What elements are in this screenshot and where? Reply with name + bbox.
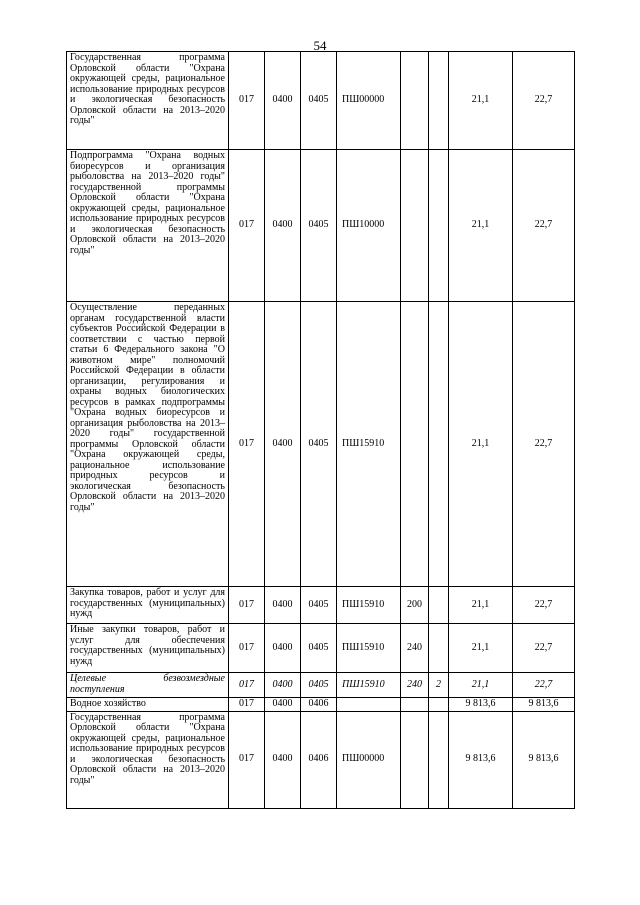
cell-sum-2: 22,7 [513, 52, 575, 150]
cell-section: 0400 [265, 711, 301, 808]
row-name: Целевые безвозмездные поступления [67, 673, 229, 698]
cell-target-article: ПШ00000 [337, 711, 401, 808]
table-row [67, 587, 575, 624]
cell-sum-1: 21,1 [449, 150, 513, 302]
cell-expense-type [401, 711, 429, 808]
table-row [67, 52, 575, 150]
table-row [67, 673, 575, 698]
row-name: Государственная программа Орловской области "Охрана окружающей среды, рациональное использование природных ресурсов и экологическая безопасность Орловской области на 2013–2020 годы" [67, 711, 229, 808]
cell-grbs: 017 [229, 698, 265, 712]
cell-sum-2: 9 813,6 [513, 711, 575, 808]
cell-subsection: 0405 [301, 587, 337, 624]
row-name: Подпрограмма "Охрана водных биоресурсов и организация рыболовства на 2013–2020 годы" государственной программы Орловской области "Охрана окружающей среды, рациональное использование природных ресурсов и экологическая безопасность Орловской области на 2013–2020 годы" [67, 150, 229, 302]
cell-grbs: 017 [229, 624, 265, 673]
cell-expense-type [401, 52, 429, 150]
cell-extra [429, 52, 449, 150]
cell-target-article: ПШ15910 [337, 587, 401, 624]
cell-extra [429, 150, 449, 302]
cell-extra [429, 698, 449, 712]
budget-table [66, 51, 575, 809]
cell-subsection: 0405 [301, 150, 337, 302]
cell-section: 0400 [265, 624, 301, 673]
page-number: 54 [313, 38, 327, 53]
cell-sum-1: 21,1 [449, 624, 513, 673]
cell-sum-1: 9 813,6 [449, 711, 513, 808]
cell-target-article: ПШ15910 [337, 302, 401, 587]
cell-subsection: 0405 [301, 673, 337, 698]
table-row [67, 150, 575, 302]
cell-sum-1: 9 813,6 [449, 698, 513, 712]
cell-sum-2: 22,7 [513, 673, 575, 698]
cell-expense-type: 200 [401, 587, 429, 624]
cell-extra: 2 [429, 673, 449, 698]
cell-section: 0400 [265, 150, 301, 302]
cell-expense-type: 240 [401, 673, 429, 698]
cell-subsection: 0406 [301, 711, 337, 808]
cell-sum-2: 22,7 [513, 587, 575, 624]
cell-subsection: 0405 [301, 624, 337, 673]
table-row [67, 711, 575, 808]
cell-subsection: 0406 [301, 698, 337, 712]
table-row [67, 302, 575, 587]
cell-section: 0400 [265, 698, 301, 712]
cell-target-article [337, 698, 401, 712]
cell-subsection: 0405 [301, 302, 337, 587]
cell-section: 0400 [265, 673, 301, 698]
cell-target-article: ПШ10000 [337, 150, 401, 302]
cell-subsection: 0405 [301, 52, 337, 150]
cell-grbs: 017 [229, 52, 265, 150]
cell-expense-type [401, 150, 429, 302]
cell-expense-type: 240 [401, 624, 429, 673]
cell-target-article: ПШ15910 [337, 624, 401, 673]
row-name: Осуществление переданных органам государственной власти субъектов Российской Федерации в соответствии с частью первой статьи 6 Федерального закона "О животном мире" полномочий Российской Федерации в области организации, регулирования и охраны водных биологических ресурсов в рамках подпрограммы "Охрана водных биоресурсов и организация рыболовства на 2013–2020 годы" государственной программы Орловской области "Охрана окружающей среды, рациональное использование природных ресурсов и экологическая безопасность Орловской области на 2013–2020 годы" [67, 302, 229, 587]
cell-sum-2: 22,7 [513, 150, 575, 302]
cell-section: 0400 [265, 52, 301, 150]
cell-sum-1: 21,1 [449, 52, 513, 150]
cell-sum-1: 21,1 [449, 673, 513, 698]
cell-sum-2: 22,7 [513, 624, 575, 673]
cell-extra [429, 711, 449, 808]
cell-section: 0400 [265, 302, 301, 587]
cell-grbs: 017 [229, 673, 265, 698]
cell-expense-type [401, 698, 429, 712]
table-row [67, 698, 575, 712]
row-name: Иные закупки товаров, работ и услуг для обеспечения государственных (муниципальных) нужд [67, 624, 229, 673]
cell-expense-type [401, 302, 429, 587]
cell-grbs: 017 [229, 711, 265, 808]
row-name: Водное хозяйство [67, 698, 229, 712]
cell-section: 0400 [265, 587, 301, 624]
cell-extra [429, 587, 449, 624]
table-row [67, 624, 575, 673]
cell-extra [429, 624, 449, 673]
cell-sum-2: 22,7 [513, 302, 575, 587]
row-name: Закупка товаров, работ и услуг для государственных (муниципальных) нужд [67, 587, 229, 624]
cell-target-article: ПШ00000 [337, 52, 401, 150]
cell-grbs: 017 [229, 302, 265, 587]
cell-sum-1: 21,1 [449, 302, 513, 587]
cell-grbs: 017 [229, 587, 265, 624]
cell-target-article: ПШ15910 [337, 673, 401, 698]
cell-grbs: 017 [229, 150, 265, 302]
cell-sum-1: 21,1 [449, 587, 513, 624]
cell-extra [429, 302, 449, 587]
row-name: Государственная программа Орловской области "Охрана окружающей среды, рациональное использование природных ресурсов и экологическая безопасность Орловской области на 2013–2020 годы" [67, 52, 229, 150]
cell-sum-2: 9 813,6 [513, 698, 575, 712]
